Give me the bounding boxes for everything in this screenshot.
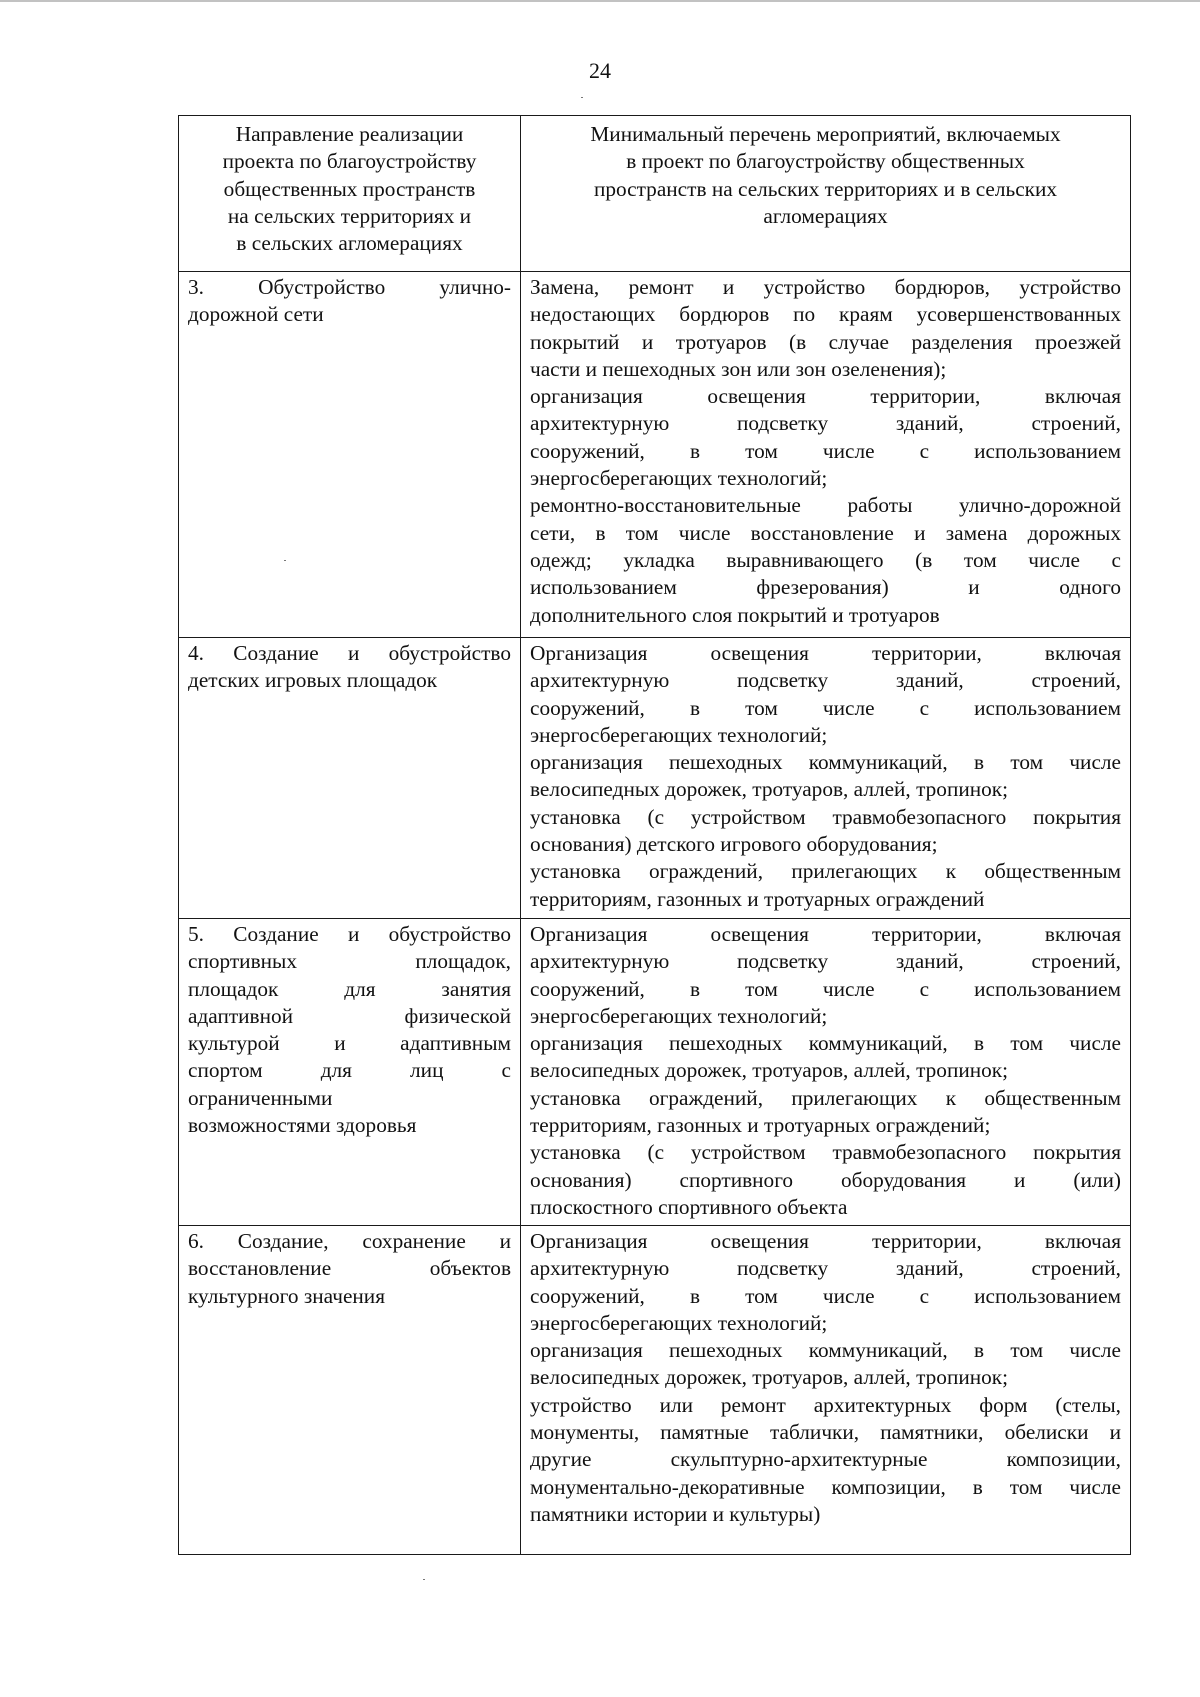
header-activities-line: пространств на сельских территориях и в сельских xyxy=(593,176,1058,201)
header-activities-cell xyxy=(521,116,1131,272)
activity-line: монументы, памятные таблички, памятники, обелиски и xyxy=(530,1420,1121,1445)
scan-speck xyxy=(581,97,583,98)
header-activities-line: агломерациях xyxy=(763,203,888,228)
activities-cell xyxy=(521,919,1131,1226)
header-direction-line: Направление реализации xyxy=(235,122,464,146)
activity-line: Замена, ремонт и устройство бордюров, устройство xyxy=(530,275,1121,299)
table-row xyxy=(179,272,1131,638)
activity-line: плоскостного спортивного объекта xyxy=(530,1194,848,1219)
scan-speck xyxy=(423,1579,425,1580)
activity-line: территориям, газонных и тротуарных ограждений xyxy=(530,886,985,911)
activity-line: архитектурную подсветку зданий, строений, xyxy=(530,1256,1121,1281)
direction-cell xyxy=(179,919,521,1226)
activity-line: организация пешеходных коммуникаций, в том числе xyxy=(530,1031,1121,1056)
header-direction-line: на сельских территориях и xyxy=(227,203,472,228)
activity-line: архитектурную подсветку зданий, строений, xyxy=(530,411,1121,436)
measures-table xyxy=(178,115,1131,1555)
header-activities-line: в проект по благоустройству общественных xyxy=(626,149,1025,174)
direction-cell xyxy=(179,272,521,638)
activities-cell xyxy=(521,638,1131,919)
direction-line: восстановление объектов xyxy=(188,1256,511,1281)
header-direction-line: в сельских агломерациях xyxy=(236,231,463,256)
activity-line: Организация освещения территории, включая xyxy=(530,1229,1121,1253)
activity-line: ремонтно-восстановительные работы улично-дорожной xyxy=(530,493,1121,518)
activity-line: энергосберегающих технологий; xyxy=(530,466,828,491)
activity-line: архитектурную подсветку зданий, строений, xyxy=(530,949,1121,974)
activity-line: дополнительного слоя покрытий и тротуаров xyxy=(530,602,940,627)
direction-cell xyxy=(179,1226,521,1555)
direction-cell xyxy=(179,638,521,919)
table-row xyxy=(179,1226,1131,1555)
activity-line: установка (с устройством травмобезопасного покрытия xyxy=(530,804,1121,829)
activity-line: территориям, газонных и тротуарных ограждений; xyxy=(530,1113,991,1138)
direction-line: культурного значения xyxy=(188,1283,385,1308)
activities-cell xyxy=(521,272,1131,638)
activity-line: сооружений, в том числе с использованием xyxy=(530,1283,1121,1308)
direction-line: 3. Обустройство улично- xyxy=(188,275,511,299)
direction-line: спортом для лиц с xyxy=(188,1058,511,1083)
activity-line: недостающих бордюров по краям усовершенствованных xyxy=(530,302,1121,327)
activity-line: энергосберегающих технологий; xyxy=(530,1003,828,1028)
page-number: 24 xyxy=(589,58,611,83)
activity-line: организация пешеходных коммуникаций, в том числе xyxy=(530,1338,1121,1363)
activity-line: Организация освещения территории, включая xyxy=(530,922,1121,946)
activity-line: устройство или ремонт архитектурных форм (стелы, xyxy=(530,1392,1121,1417)
activity-line: памятники истории и культуры) xyxy=(530,1501,821,1526)
activity-line: установка (с устройством травмобезопасного покрытия xyxy=(530,1140,1121,1165)
direction-line: 5. Создание и обустройство xyxy=(188,922,511,946)
header-direction-line: общественных пространств xyxy=(223,176,476,201)
activity-line: сооружений, в том числе с использованием xyxy=(530,695,1121,720)
activity-line: основания) детского игрового оборудования; xyxy=(530,832,938,857)
table-row xyxy=(179,638,1131,919)
header-direction-line: проекта по благоустройству xyxy=(222,149,477,174)
direction-line: площадок для занятия xyxy=(188,976,511,1001)
activity-line: организация пешеходных коммуникаций, в том числе xyxy=(530,750,1121,775)
activity-line: сооружений, в том числе с использованием xyxy=(530,438,1121,463)
activity-line: использованием фрезерования) и одного xyxy=(530,575,1121,600)
table-row xyxy=(179,919,1131,1226)
activity-line: сооружений, в том числе с использованием xyxy=(530,976,1121,1001)
direction-line: дорожной сети xyxy=(188,302,324,327)
activity-line: велосипедных дорожек, тротуаров, аллей, тропинок; xyxy=(530,1365,1009,1390)
activity-line: Организация освещения территории, включая xyxy=(530,641,1121,665)
activity-line: установка ограждений, прилегающих к общественным xyxy=(530,859,1121,884)
direction-line: 4. Создание и обустройство xyxy=(188,641,511,665)
scan-edge xyxy=(0,0,1200,2)
activity-line: монументально-декоративные композиции, в том числе xyxy=(530,1474,1121,1499)
header-direction-cell xyxy=(179,116,521,272)
activity-line: основания) спортивного оборудования и (или) xyxy=(530,1167,1121,1192)
direction-line: возможностями здоровья xyxy=(188,1113,417,1138)
activity-line: архитектурную подсветку зданий, строений, xyxy=(530,668,1121,693)
activity-line: установка ограждений, прилегающих к общественным xyxy=(530,1085,1121,1110)
direction-line: спортивных площадок, xyxy=(188,949,511,974)
table-header-row xyxy=(179,116,1131,272)
activity-line: велосипедных дорожек, тротуаров, аллей, тропинок; xyxy=(530,777,1009,802)
activity-line: одежд; укладка выравнивающего (в том числе с xyxy=(530,547,1121,572)
direction-line: ограниченными xyxy=(188,1085,333,1110)
activity-line: организация освещения территории, включая xyxy=(530,384,1121,409)
header-activities-line: Минимальный перечень мероприятий, включаемых xyxy=(590,122,1061,146)
activity-line: части и пешеходных зон или зон озеленения); xyxy=(530,356,947,381)
direction-line: 6. Создание, сохранение и xyxy=(188,1229,511,1253)
activities-cell xyxy=(521,1226,1131,1555)
activity-line: другие скульптурно-архитектурные композиции, xyxy=(530,1447,1121,1472)
activity-line: энергосберегающих технологий; xyxy=(530,1310,828,1335)
activity-line: энергосберегающих технологий; xyxy=(530,722,828,747)
activity-line: сети, в том числе восстановление и замена дорожных xyxy=(530,520,1121,545)
activity-line: велосипедных дорожек, тротуаров, аллей, тропинок; xyxy=(530,1058,1009,1083)
direction-line: детских игровых площадок xyxy=(188,668,438,693)
direction-line: культурой и адаптивным xyxy=(188,1031,511,1056)
direction-line: адаптивной физической xyxy=(188,1003,511,1028)
activity-line: покрытий и тротуаров (в случае разделения проезжей xyxy=(530,329,1121,354)
